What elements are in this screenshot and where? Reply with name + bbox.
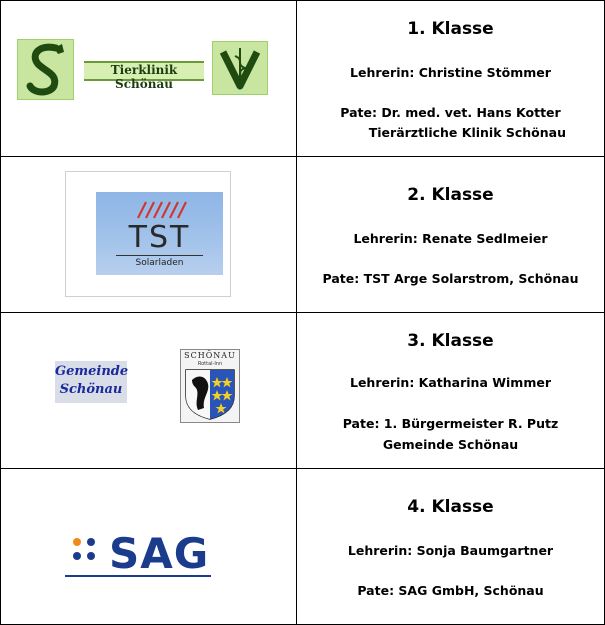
logo-cell-4	[1, 469, 297, 624]
horse-s-icon	[18, 40, 73, 99]
pate-line-1: Pate: TST Arge Solarstrom, Schönau	[322, 271, 579, 286]
klasse-title: 1. Klasse	[407, 19, 494, 39]
table-row-klasse-3	[1, 313, 604, 469]
gemeinde-schoenau-logo	[55, 361, 127, 403]
vet-s-horse-logo	[17, 39, 74, 100]
pate-line-1: Pate: Dr. med. vet. Hans Kotter	[340, 105, 561, 120]
table-row-klasse-1	[1, 1, 604, 157]
logo-cell-3	[1, 313, 297, 468]
shield-icon	[184, 368, 236, 420]
logo-cell-2	[1, 157, 297, 312]
pate-line-2: Tierärztliche Klinik Schönau	[368, 125, 566, 140]
klasse-title: 4. Klasse	[407, 497, 494, 517]
pate-line-1: Pate: SAG GmbH, Schönau	[357, 583, 544, 598]
text-cell-2	[297, 157, 604, 312]
pate-line-2: Gemeinde Schönau	[382, 437, 519, 452]
tierklinik-label: Tierklinik Schönau	[84, 61, 204, 81]
tst-solarladen-logo	[65, 171, 231, 297]
tst-wordmark: TST	[128, 220, 191, 255]
tst-subtitle: Solarladen	[135, 258, 184, 268]
wappen-subtitle: Rottal-Inn	[197, 361, 223, 367]
gemeinde-text-line-1: Gemeinde	[55, 364, 129, 379]
sag-dots-icon	[69, 535, 105, 565]
gemeinde-text-line-2: Schönau	[59, 382, 123, 397]
klasse-title: 3. Klasse	[407, 331, 494, 351]
tst-sky-panel	[96, 192, 223, 275]
sag-logo	[65, 525, 211, 577]
text-cell-3	[297, 313, 604, 468]
vet-caduceus-icon	[213, 42, 267, 94]
lehrerin-line: Lehrerin: Renate Sedlmeier	[353, 231, 548, 246]
klasse-title: 2. Klasse	[407, 185, 494, 205]
table-row-klasse-4	[1, 469, 604, 624]
text-cell-1	[297, 1, 604, 156]
vet-v-logo	[212, 41, 268, 95]
text-cell-4	[297, 469, 604, 624]
schoenau-coat-of-arms	[180, 349, 240, 423]
solar-rays-icon	[134, 198, 194, 220]
wappen-title: SCHÖNAU	[184, 351, 236, 360]
table-row-klasse-2	[1, 157, 604, 313]
logo-cell-1	[1, 1, 297, 156]
tst-divider	[116, 255, 203, 256]
lehrerin-line: Lehrerin: Sonja Baumgartner	[347, 543, 554, 558]
pate-line-1: Pate: 1. Bürgermeister R. Putz	[342, 416, 559, 431]
sag-wordmark: SAG	[109, 529, 210, 578]
lehrerin-line: Lehrerin: Christine Stömmer	[350, 65, 551, 80]
lehrerin-line: Lehrerin: Katharina Wimmer	[349, 375, 551, 390]
